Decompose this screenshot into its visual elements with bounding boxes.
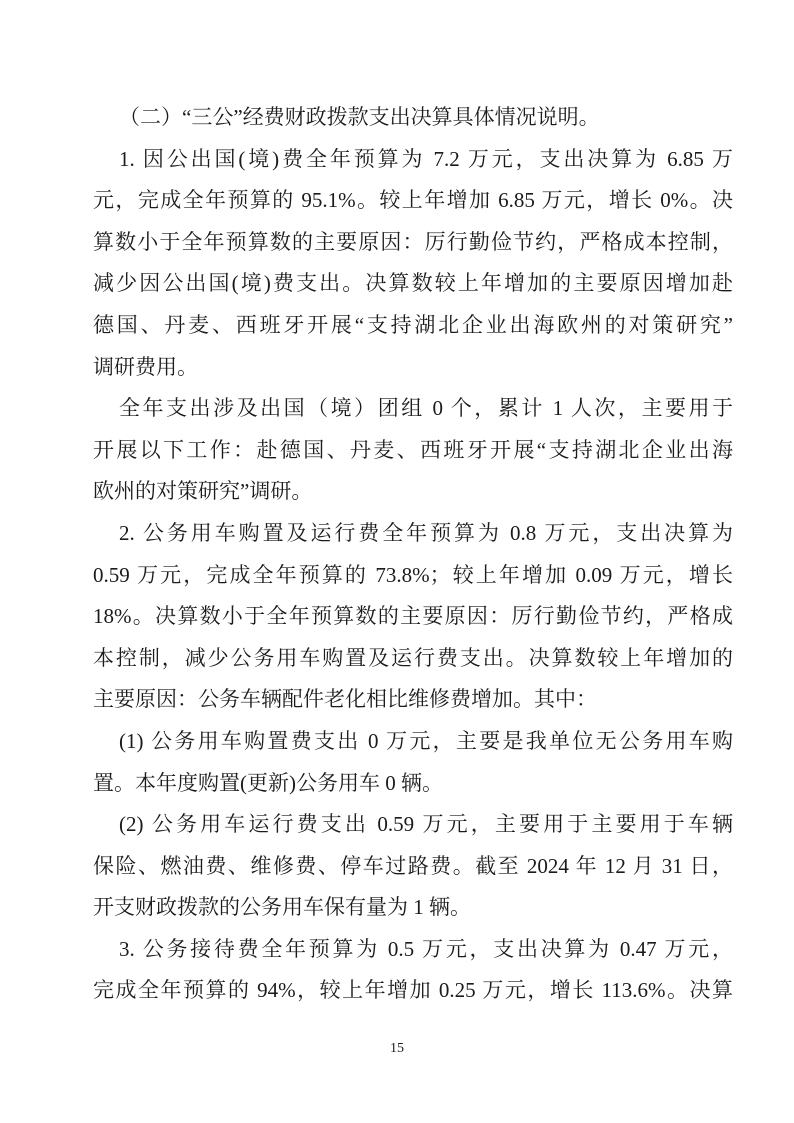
text-line: 主要原因：公务车辆配件老化相比维修费增加。其中： bbox=[93, 687, 597, 712]
section-heading-text: （二）“三公”经费财政拨款支出决算具体情况说明。 bbox=[119, 105, 600, 129]
text-line: 开展以下工作：赴德国、丹麦、西班牙开展“支持湖北企业出海 bbox=[93, 437, 733, 462]
text-line: 保险、燃油费、维修费、停车过路费。截至 2024 年 12 月 31 日， bbox=[93, 853, 733, 878]
text-line: 1. 因公出国(境)费全年预算为 7.2 万元，支出决算为 6.85 万 bbox=[119, 146, 733, 171]
text-line: 减少因公出国(境)费支出。决算数较上年增加的主要原因增加赴 bbox=[93, 271, 733, 296]
section-heading bbox=[93, 97, 733, 139]
text-line: 德国、丹麦、西班牙开展“支持湖北企业出海欧州的对策研究” bbox=[93, 312, 733, 337]
text-line: 开支财政拨款的公务用车保有量为 1 辆。 bbox=[93, 895, 471, 920]
text-line: 调研费用。 bbox=[93, 354, 198, 379]
paragraph bbox=[93, 388, 733, 513]
text-line: 全年支出涉及出国（境）团组 0 个，累计 1 人次，主要用于 bbox=[119, 396, 733, 421]
body-text bbox=[93, 139, 733, 1012]
text-line: 置。本年度购置(更新)公务用车 0 辆。 bbox=[93, 770, 443, 795]
page-number: 15 bbox=[390, 1041, 404, 1056]
text-line: 0.59 万元，完成全年预算的 73.8%；较上年增加 0.09 万元，增长 bbox=[93, 562, 733, 587]
text-line: 18%。决算数小于全年预算数的主要原因：厉行勤俭节约，严格成 bbox=[93, 604, 733, 629]
paragraph bbox=[93, 721, 733, 804]
paragraph bbox=[93, 139, 733, 389]
text-line: 3. 公务接待费全年预算为 0.5 万元，支出决算为 0.47 万元， bbox=[119, 936, 733, 961]
text-line: 完成全年预算的 94%，较上年增加 0.25 万元，增长 113.6%。决算 bbox=[93, 978, 733, 1003]
text-line: 2. 公务用车购置及运行费全年预算为 0.8 万元，支出决算为 bbox=[119, 520, 733, 545]
paragraph bbox=[93, 804, 733, 929]
text-line: 本控制，减少公务用车购置及运行费支出。决算数较上年增加的 bbox=[93, 645, 733, 670]
paragraph bbox=[93, 513, 733, 721]
text-line: 元，完成全年预算的 95.1%。较上年增加 6.85 万元，增长 0%。决 bbox=[93, 188, 733, 213]
text-line: 欧州的对策研究”调研。 bbox=[93, 479, 313, 504]
paragraph bbox=[93, 929, 733, 1012]
text-line: (1) 公务用车购置费支出 0 万元，主要是我单位无公务用车购 bbox=[119, 728, 733, 753]
text-line: (2) 公务用车运行费支出 0.59 万元，主要用于主要用于车辆 bbox=[119, 812, 733, 837]
text-line: 算数小于全年预算数的主要原因：厉行勤俭节约，严格成本控制， bbox=[93, 229, 733, 254]
page-content bbox=[93, 97, 733, 1012]
